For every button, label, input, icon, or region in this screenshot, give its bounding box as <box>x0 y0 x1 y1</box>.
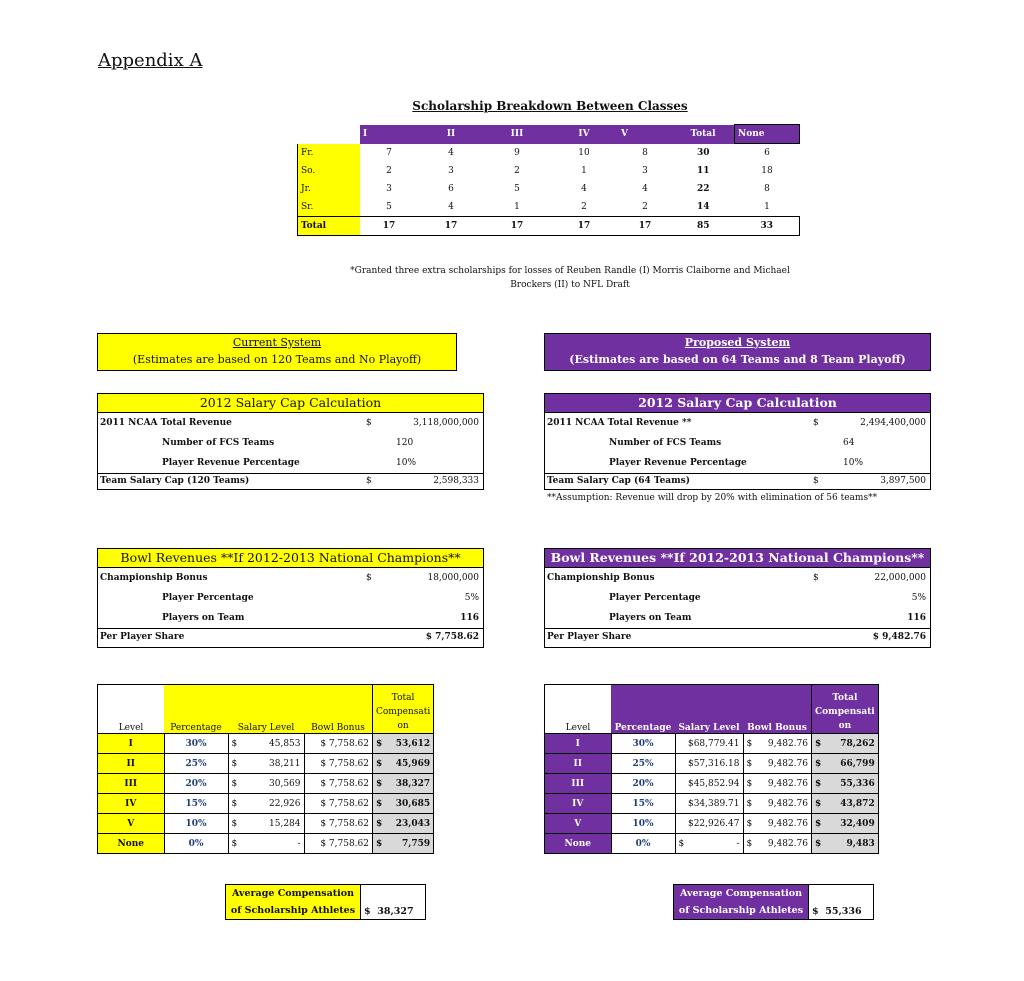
salary-cell: - <box>736 838 740 849</box>
average-amount: 38,327 <box>377 906 414 917</box>
col-header: III <box>484 125 550 144</box>
currency-sign: $ <box>231 818 238 829</box>
salary-cell: $45,852.94 <box>675 774 743 794</box>
currency-sign: $ <box>376 738 383 749</box>
label: Players on Team <box>162 613 245 623</box>
value: 2,598,333 <box>433 476 479 486</box>
salary-cell: $57,316.18 <box>675 754 743 774</box>
current-comp-table <box>97 684 434 854</box>
pct-cell: 0% <box>611 834 675 854</box>
salary-cell: 22,926 <box>269 798 301 809</box>
value: 10% <box>396 458 417 468</box>
cell: 4 <box>448 202 454 212</box>
cell: 17 <box>618 217 672 236</box>
bowl-cell: $ 7,758.62 <box>304 794 373 814</box>
col-header: Level <box>98 685 165 734</box>
salary-cell: 45,853 <box>269 738 301 749</box>
label: Per Player Share <box>547 632 632 642</box>
average-label <box>674 885 809 920</box>
col-header: I <box>360 125 418 144</box>
pct-cell: 30% <box>164 734 228 754</box>
currency-sign: $ <box>231 798 238 809</box>
currency-sign: $ <box>813 573 819 583</box>
total-cell: 66,799 <box>840 758 875 769</box>
col-header: Total Compensati on <box>812 685 879 734</box>
bowl-cell: $ 7,758.62 <box>304 834 373 854</box>
average-label-line1: Average Compensation <box>232 888 354 899</box>
label: Team Salary Cap (64 Teams) <box>547 476 690 486</box>
currency-sign: $ <box>746 838 753 849</box>
label: Player Revenue Percentage <box>609 458 747 468</box>
label: Championship Bonus <box>547 573 655 583</box>
label: Per Player Share <box>100 632 185 642</box>
col-header: Bowl Bonus <box>743 685 812 734</box>
label: 2011 NCAA Total Revenue ** <box>547 418 692 428</box>
label: Players on Team <box>609 613 692 623</box>
currency-sign: $ <box>746 738 753 749</box>
label: Team Salary Cap (120 Teams) <box>100 476 250 486</box>
total-cell: 55,336 <box>840 778 875 789</box>
current-bowl-box <box>97 548 484 648</box>
pct-cell: 25% <box>164 754 228 774</box>
col-header: IV <box>550 125 618 144</box>
col-header: II <box>418 125 484 144</box>
row-label: So. <box>298 162 361 180</box>
cell: 1 <box>514 202 520 212</box>
cell: 1 <box>581 166 587 176</box>
currency-sign: $ <box>813 418 819 428</box>
currency-sign: $ <box>376 798 383 809</box>
col-header: V <box>618 125 672 144</box>
col-header: Level <box>545 685 612 734</box>
box-title: 2012 Salary Cap Calculation <box>545 394 930 413</box>
bowl-cell: $ 7,758.62 <box>304 814 373 834</box>
cell: 33 <box>735 217 800 236</box>
row-label: Sr. <box>298 198 361 217</box>
currency-sign: $ <box>364 906 371 917</box>
cell: 8 <box>764 184 770 194</box>
value: 116 <box>460 613 479 623</box>
value: 3,897,500 <box>880 476 926 486</box>
col-header: Salary Level <box>675 685 743 734</box>
average-label-line2: of Scholarship Athletes <box>678 905 804 916</box>
pct-cell: 20% <box>611 774 675 794</box>
pct-cell: 20% <box>164 774 228 794</box>
salary-cell: $22,926.47 <box>675 814 743 834</box>
assumption-note: **Assumption: Revenue will drop by 20% with elimination of 56 teams** <box>547 493 878 503</box>
currency-sign: $ <box>815 818 822 829</box>
currency-sign: $ <box>746 758 753 769</box>
cell: 7 <box>386 147 392 158</box>
banner-subheading: (Estimates are based on 120 Teams and No Playoff) <box>132 353 422 366</box>
total-cell: 53,612 <box>395 738 431 749</box>
total-cell: 43,872 <box>840 798 875 809</box>
current-system-banner <box>97 333 457 371</box>
salary-cell: $68,779.41 <box>675 734 743 754</box>
bowl-cell: 9,482.76 <box>767 738 808 749</box>
proposed-comp-table <box>544 684 879 854</box>
value: 5% <box>911 593 926 603</box>
cell: 85 <box>672 217 735 236</box>
cell: 4 <box>581 184 587 194</box>
currency-sign: $ <box>376 818 383 829</box>
level-cell: IV <box>98 794 165 814</box>
total-cell: 32,409 <box>840 818 875 829</box>
value: 64 <box>843 438 855 448</box>
value: 120 <box>396 438 414 448</box>
cell: 6 <box>764 148 770 158</box>
currency-sign: $ <box>812 906 819 917</box>
bowl-cell: 9,482.76 <box>767 798 808 809</box>
box-title: Bowl Revenues **If 2012-2013 National Champions** <box>98 549 483 568</box>
currency-sign: $ <box>815 778 822 789</box>
row-label: Fr. <box>298 144 361 163</box>
banner-heading: Current System <box>232 336 322 349</box>
cell: 17 <box>550 217 618 236</box>
cell: 14 <box>696 202 710 212</box>
level-cell: V <box>545 814 612 834</box>
pct-cell: 10% <box>164 814 228 834</box>
level-cell: I <box>98 734 165 754</box>
level-cell: I <box>545 734 612 754</box>
cell: 10 <box>578 147 590 158</box>
value: $ 7,758.62 <box>425 632 479 642</box>
currency-sign: $ <box>366 418 372 428</box>
cell: 17 <box>418 217 484 236</box>
level-cell: II <box>545 754 612 774</box>
total-cell: 23,043 <box>395 818 431 829</box>
banner-heading: Proposed System <box>684 336 791 349</box>
cell: 17 <box>484 217 550 236</box>
col-header: Total <box>672 125 735 144</box>
currency-sign: $ <box>815 758 822 769</box>
currency-sign: $ <box>366 573 372 583</box>
col-header: Bowl Bonus <box>304 685 373 734</box>
cell: 2 <box>581 202 587 212</box>
cell: 3 <box>448 166 454 176</box>
bowl-cell: 9,482.76 <box>767 758 808 769</box>
bowl-cell: $ 7,758.62 <box>304 754 373 774</box>
currency-sign: $ <box>231 838 238 849</box>
value: $ 9,482.76 <box>872 632 926 642</box>
total-cell: 78,262 <box>840 738 875 749</box>
currency-sign: $ <box>376 778 383 789</box>
footnote: *Granted three extra scholarships for losses of Reuben Randle (I) Morris Claiborne and Michael Brockers (II) to NFL Draft <box>350 266 790 290</box>
level-cell: II <box>98 754 165 774</box>
box-title: Bowl Revenues **If 2012-2013 National Champions** <box>545 549 930 568</box>
total-cell: 30,685 <box>395 798 431 809</box>
cell: 11 <box>696 166 710 176</box>
pct-cell: 10% <box>611 814 675 834</box>
label: Player Percentage <box>162 593 254 603</box>
level-cell: III <box>545 774 612 794</box>
pct-cell: 0% <box>164 834 228 854</box>
cell: 3 <box>386 184 392 194</box>
value: 18,000,000 <box>427 573 479 583</box>
value: 116 <box>907 613 926 623</box>
salary-cell: $34,389.71 <box>675 794 743 814</box>
currency-sign: $ <box>231 778 238 789</box>
value: 5% <box>464 593 479 603</box>
average-value <box>809 885 874 920</box>
banner-subheading: (Estimates are based on 64 Teams and 8 Team Playoff) <box>569 353 906 366</box>
cell: 22 <box>696 184 710 194</box>
cell: 30 <box>696 147 710 158</box>
currency-sign: $ <box>813 476 819 486</box>
cell: 17 <box>360 217 418 236</box>
currency-sign: $ <box>746 818 753 829</box>
label: Championship Bonus <box>100 573 208 583</box>
total-cell: 7,759 <box>402 838 431 849</box>
average-label-line2: of Scholarship Athletes <box>230 905 356 916</box>
col-header: Percentage <box>164 685 228 734</box>
currency-sign: $ <box>366 476 372 486</box>
pct-cell: 30% <box>611 734 675 754</box>
total-cell: 9,483 <box>846 838 875 849</box>
pct-cell: 25% <box>611 754 675 774</box>
col-header: Salary Level <box>228 685 304 734</box>
salary-cell: - <box>297 838 301 849</box>
currency-sign: $ <box>231 758 238 769</box>
average-label-line1: Average Compensation <box>680 888 802 899</box>
current-cap-box <box>97 393 484 490</box>
currency-sign: $ <box>815 838 822 849</box>
currency-sign: $ <box>376 758 383 769</box>
current-average-table <box>225 884 426 920</box>
salary-cell: 38,211 <box>269 758 301 769</box>
level-cell: V <box>98 814 165 834</box>
cell: 1 <box>764 202 770 212</box>
col-header: Total Compensati on <box>373 685 434 734</box>
cell: 2 <box>386 166 392 176</box>
label: 2011 NCAA Total Revenue <box>100 418 232 428</box>
cell: 5 <box>386 202 392 212</box>
currency-sign: $ <box>746 778 753 789</box>
level-cell: IV <box>545 794 612 814</box>
label: Number of FCS Teams <box>609 438 722 448</box>
page-title: Appendix A <box>98 50 203 71</box>
level-cell: None <box>545 834 612 854</box>
label: Player Revenue Percentage <box>162 458 300 468</box>
bowl-cell: 9,482.76 <box>767 838 808 849</box>
average-label <box>226 885 361 920</box>
cell: 2 <box>642 202 648 212</box>
proposed-average-table <box>673 884 874 920</box>
bowl-cell: 9,482.76 <box>767 778 808 789</box>
cell: 8 <box>642 147 648 158</box>
total-cell: 45,969 <box>395 758 431 769</box>
scholarship-table <box>297 124 800 236</box>
proposed-cap-box <box>544 393 931 490</box>
cell: 3 <box>642 166 648 176</box>
value: 2,494,400,000 <box>860 418 926 428</box>
average-value <box>361 885 426 920</box>
cell: 6 <box>448 184 454 194</box>
cell: 9 <box>514 147 520 158</box>
currency-sign: $ <box>231 738 238 749</box>
proposed-bowl-box <box>544 548 931 648</box>
cell: 18 <box>761 166 773 176</box>
value: 22,000,000 <box>874 573 926 583</box>
currency-sign: $ <box>815 738 822 749</box>
level-cell: III <box>98 774 165 794</box>
breakdown-title: Scholarship Breakdown Between Classes <box>412 99 688 113</box>
row-label: Total <box>298 217 361 236</box>
value: 3,118,000,000 <box>413 418 479 428</box>
value: 10% <box>843 458 864 468</box>
salary-cell: 30,569 <box>269 778 301 789</box>
cell: 5 <box>514 184 520 194</box>
col-header: Percentage <box>611 685 675 734</box>
salary-cell: 15,284 <box>269 818 301 829</box>
box-title: 2012 Salary Cap Calculation <box>98 394 483 413</box>
currency-sign: $ <box>746 798 753 809</box>
currency-sign: $ <box>815 798 822 809</box>
col-header: None <box>735 125 800 144</box>
row-label: Jr. <box>298 180 361 198</box>
label: Number of FCS Teams <box>162 438 275 448</box>
average-amount: 55,336 <box>825 906 862 917</box>
label: Player Percentage <box>609 593 701 603</box>
level-cell: None <box>98 834 165 854</box>
bowl-cell: $ 7,758.62 <box>304 734 373 754</box>
proposed-system-banner <box>544 333 931 371</box>
cell: 4 <box>642 184 648 194</box>
bowl-cell: $ 7,758.62 <box>304 774 373 794</box>
pct-cell: 15% <box>611 794 675 814</box>
total-cell: 38,327 <box>395 778 431 789</box>
cell: 4 <box>448 147 454 158</box>
pct-cell: 15% <box>164 794 228 814</box>
cell: 2 <box>514 166 520 176</box>
currency-sign: $ <box>678 838 685 849</box>
currency-sign: $ <box>376 838 383 849</box>
bowl-cell: 9,482.76 <box>767 818 808 829</box>
